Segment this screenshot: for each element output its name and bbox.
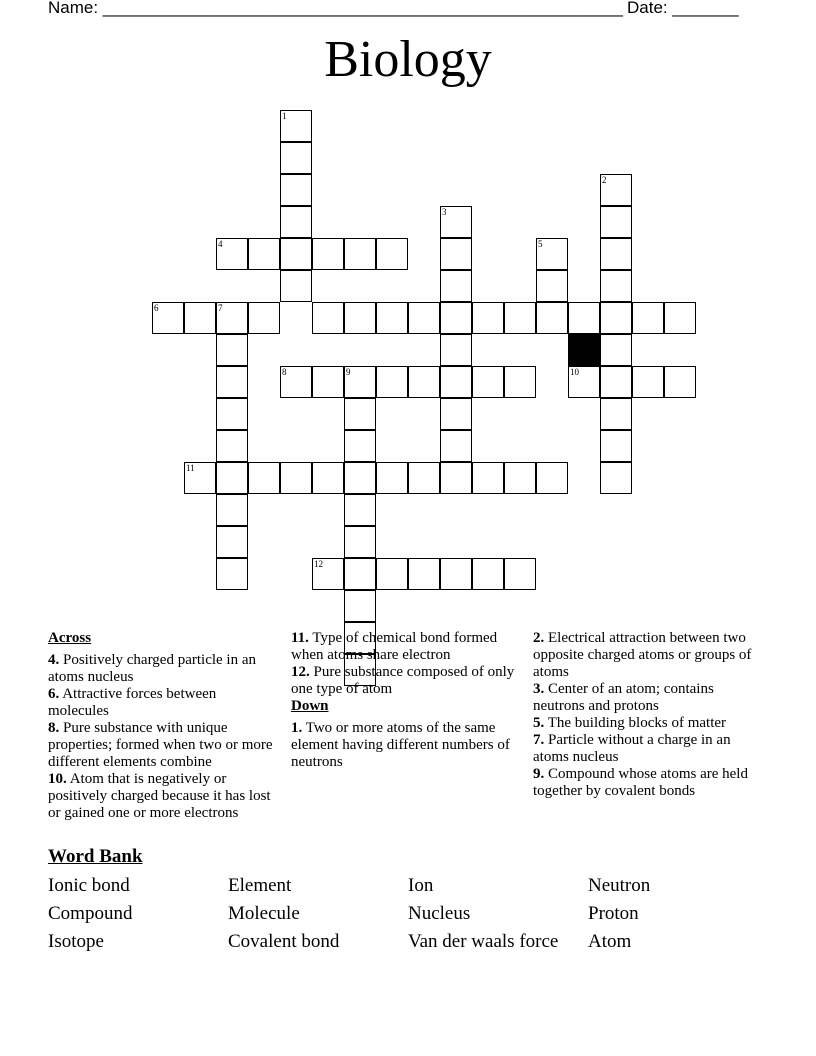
crossword-cell[interactable] [152, 302, 184, 334]
crossword-cell[interactable] [280, 206, 312, 238]
clue-number: 2. [533, 630, 545, 646]
clue-down-1 [291, 720, 519, 771]
crossword-cell[interactable] [536, 270, 568, 302]
crossword-cell[interactable] [344, 494, 376, 526]
crossword-cell[interactable] [440, 558, 472, 590]
crossword-cell[interactable] [600, 334, 632, 366]
word-bank-item: Atom [588, 931, 632, 952]
crossword-block [568, 334, 600, 366]
crossword-cell[interactable] [472, 558, 504, 590]
crossword-cell[interactable] [216, 494, 248, 526]
crossword-cell[interactable] [472, 366, 504, 398]
word-bank-item: Element [228, 875, 292, 896]
crossword-cell[interactable] [472, 462, 504, 494]
word-bank-item: Compound [48, 903, 133, 924]
clue-text: Particle without a charge in an atoms nucleus [533, 732, 731, 765]
crossword-cell[interactable] [472, 302, 504, 334]
clue-number: 6. [48, 686, 60, 702]
clue-down-5 [533, 715, 758, 732]
crossword-cell[interactable] [280, 270, 312, 302]
crossword-cell[interactable] [600, 366, 632, 398]
crossword-cell[interactable] [216, 558, 248, 590]
clue-number: 1. [291, 720, 303, 736]
crossword-cell[interactable] [440, 206, 472, 238]
clue-text: Pure substance composed of only one type of atom [291, 664, 515, 697]
clue-number-label: 5 [538, 239, 543, 249]
crossword-cell[interactable] [344, 526, 376, 558]
clue-text: Positively charged particle in an atoms nucleus [48, 652, 257, 685]
crossword-cell[interactable] [216, 526, 248, 558]
crossword-cell[interactable] [600, 398, 632, 430]
clue-number: 5. [533, 715, 545, 731]
clue-text: Two or more atoms of the same element having different numbers of neutrons [291, 720, 510, 770]
crossword-cell[interactable] [440, 238, 472, 270]
clue-number-label: 2 [602, 175, 607, 185]
crossword-cell[interactable] [568, 302, 600, 334]
clue-text: Atom that is negatively or positively charged because it has lost or gained one or more electrons [48, 771, 271, 821]
word-bank-item: Van der waals force [408, 931, 559, 952]
word-bank-item: Proton [588, 903, 639, 924]
clue-number: 4. [48, 652, 60, 668]
clue-text: Center of an atom; contains neutrons and protons [533, 681, 714, 714]
crossword-cell[interactable] [440, 366, 472, 398]
clue-down-3 [533, 681, 758, 715]
crossword-cell[interactable] [504, 558, 536, 590]
crossword-cell[interactable] [312, 366, 344, 398]
clue-number-label: 9 [346, 367, 351, 377]
crossword-cell[interactable] [664, 302, 696, 334]
clue-text: Compound whose atoms are held together by covalent bonds [533, 766, 748, 799]
word-bank-item: Molecule [228, 903, 300, 924]
name-field-label: Name: _______________________________________________________ [48, 0, 623, 17]
clue-across-11 [291, 630, 519, 664]
crossword-cell[interactable] [504, 302, 536, 334]
crossword-cell[interactable] [216, 430, 248, 462]
crossword-cell[interactable] [600, 302, 632, 334]
crossword-cell[interactable] [600, 270, 632, 302]
clue-number: 11. [291, 630, 309, 646]
crossword-cell[interactable] [344, 558, 376, 590]
crossword-cell[interactable] [536, 238, 568, 270]
crossword-cell[interactable] [216, 398, 248, 430]
page-title: Biology [324, 31, 492, 88]
crossword-cell[interactable] [312, 558, 344, 590]
clue-across-8 [48, 720, 278, 771]
crossword-cell[interactable] [248, 462, 280, 494]
crossword-cell[interactable] [312, 302, 344, 334]
crossword-cell[interactable] [312, 238, 344, 270]
crossword-cell[interactable] [600, 174, 632, 206]
crossword-cell[interactable] [344, 590, 376, 622]
clue-number-label: 12 [314, 559, 323, 569]
clue-number-label: 8 [282, 367, 287, 377]
crossword-cell[interactable] [184, 302, 216, 334]
crossword-cell[interactable] [344, 462, 376, 494]
clue-text: Attractive forces between molecules [48, 686, 217, 719]
crossword-cell[interactable] [536, 302, 568, 334]
crossword-cell[interactable] [344, 302, 376, 334]
crossword-cell[interactable] [280, 238, 312, 270]
clue-text: Type of chemical bond formed when atoms share electron [291, 630, 498, 663]
crossword-cell[interactable] [216, 462, 248, 494]
crossword-cell[interactable] [600, 206, 632, 238]
crossword-cell[interactable] [536, 462, 568, 494]
crossword-cell[interactable] [344, 430, 376, 462]
crossword-cell[interactable] [280, 110, 312, 142]
crossword-cell[interactable] [216, 302, 248, 334]
crossword-cell[interactable] [376, 366, 408, 398]
crossword-cell[interactable] [440, 302, 472, 334]
clue-number-label: 11 [186, 463, 195, 473]
crossword-cell[interactable] [216, 334, 248, 366]
clue-number: 9. [533, 766, 545, 782]
clue-number-label: 4 [218, 239, 223, 249]
crossword-cell[interactable] [344, 238, 376, 270]
clue-number: 7. [533, 732, 545, 748]
crossword-cell[interactable] [376, 238, 408, 270]
crossword-cell[interactable] [440, 430, 472, 462]
crossword-cell[interactable] [280, 462, 312, 494]
crossword-cell[interactable] [632, 366, 664, 398]
crossword-cell[interactable] [376, 302, 408, 334]
crossword-cell[interactable] [248, 238, 280, 270]
crossword-cell[interactable] [408, 558, 440, 590]
crossword-cell[interactable] [408, 462, 440, 494]
crossword-cell[interactable] [440, 270, 472, 302]
crossword-cell[interactable] [344, 398, 376, 430]
clues-column-2 [291, 630, 519, 771]
word-bank-item: Neutron [588, 875, 651, 896]
crossword-cell[interactable] [248, 302, 280, 334]
word-bank-item: Isotope [48, 931, 104, 952]
crossword-cell[interactable] [376, 462, 408, 494]
clue-text: Electrical attraction between two opposite charged atoms or groups of atoms [533, 630, 752, 680]
clue-number-label: 3 [442, 207, 447, 217]
crossword-cell[interactable] [632, 302, 664, 334]
crossword-cell[interactable] [280, 174, 312, 206]
word-bank-heading: Word Bank [48, 846, 143, 867]
across-heading: Across [48, 630, 92, 646]
clue-number-label: 6 [154, 303, 159, 313]
clue-number: 3. [533, 681, 545, 697]
crossword-cell[interactable] [216, 238, 248, 270]
crossword-cell[interactable] [344, 366, 376, 398]
crossword-cell[interactable] [600, 462, 632, 494]
clue-across-6 [48, 686, 278, 720]
crossword-cell[interactable] [440, 462, 472, 494]
word-bank-item: Ionic bond [48, 875, 130, 896]
crossword-cell[interactable] [408, 302, 440, 334]
crossword-cell[interactable] [568, 366, 600, 398]
crossword-cell[interactable] [600, 430, 632, 462]
clues-column-3 [533, 630, 758, 800]
clue-across-12 [291, 664, 519, 698]
clue-number-label: 7 [218, 303, 223, 313]
clue-across-10 [48, 771, 278, 822]
crossword-cell[interactable] [600, 238, 632, 270]
crossword-cell[interactable] [280, 366, 312, 398]
crossword-cell[interactable] [376, 558, 408, 590]
crossword-cell[interactable] [504, 462, 536, 494]
clues-column-1 [48, 630, 278, 822]
crossword-cell[interactable] [216, 366, 248, 398]
crossword-cell[interactable] [664, 366, 696, 398]
clue-across-4 [48, 652, 278, 686]
crossword-cell[interactable] [408, 366, 440, 398]
clue-number: 8. [48, 720, 60, 736]
crossword-cell[interactable] [440, 398, 472, 430]
word-bank-item: Ion [408, 875, 434, 896]
date-field-label: Date: _______ [627, 0, 739, 17]
clue-number: 12. [291, 664, 310, 680]
clue-down-2 [533, 630, 758, 681]
clue-number-label: 1 [282, 111, 287, 121]
crossword-cell[interactable] [504, 366, 536, 398]
word-bank-item: Covalent bond [228, 931, 340, 952]
crossword-cell[interactable] [440, 334, 472, 366]
clue-text: Pure substance with unique properties; formed when two or more different elements combine [48, 720, 273, 770]
clue-down-9 [533, 766, 758, 800]
crossword-cell[interactable] [184, 462, 216, 494]
clue-number-label: 10 [570, 367, 579, 377]
clue-text: The building blocks of matter [547, 715, 727, 731]
clue-number: 10. [48, 771, 67, 787]
crossword-cell[interactable] [312, 462, 344, 494]
word-bank-item: Nucleus [408, 903, 471, 924]
down-heading: Down [291, 698, 329, 714]
clue-down-7 [533, 732, 758, 766]
crossword-cell[interactable] [280, 142, 312, 174]
